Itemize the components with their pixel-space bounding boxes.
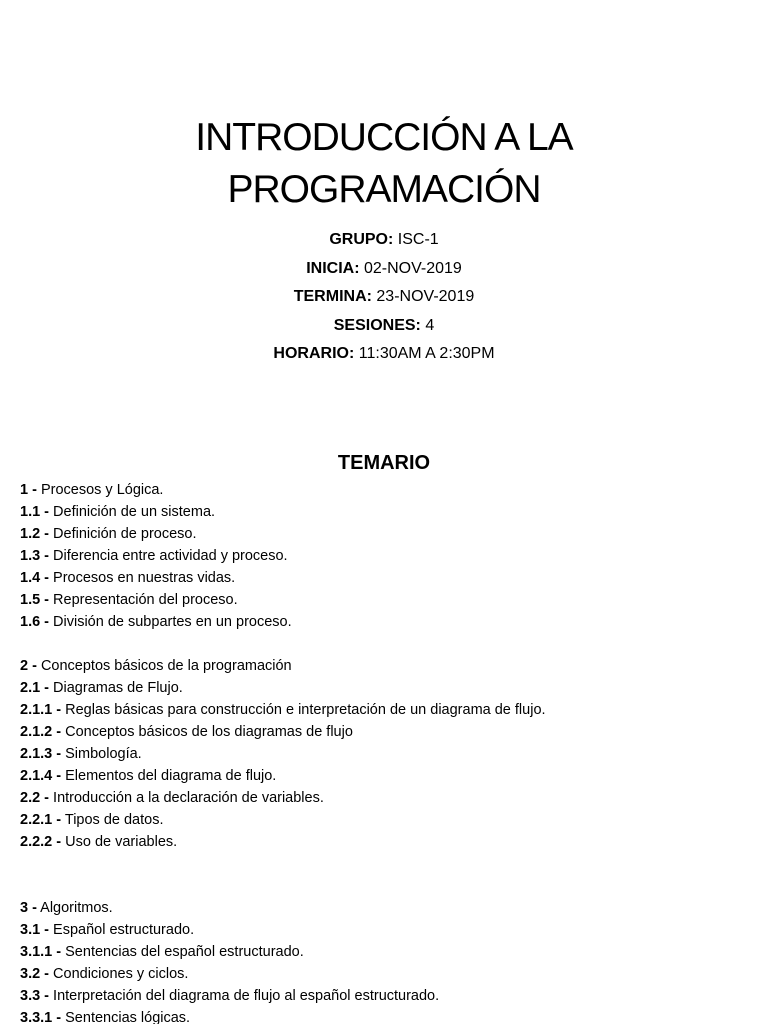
list-item: 3.2 - Condiciones y ciclos. [20, 966, 189, 982]
section-gap [20, 633, 760, 655]
list-item: 2.2 - Introducción a la declaración de variables. [20, 790, 324, 806]
meta-end: TERMINA: 23-NOV-2019 [293, 288, 475, 306]
list-item: 2.2.1 - Tipos de datos. [20, 812, 164, 828]
meta-start: INICIA: 02-NOV-2019 [306, 259, 462, 277]
meta-group: GRUPO: ISC-1 [329, 231, 439, 248]
list-item: 2.1 - Diagramas de Flujo. [20, 680, 183, 696]
list-item: 2.1.4 - Elementos del diagrama de flujo. [20, 768, 277, 784]
list-item: 1.6 - División de subpartes en un proceso. [20, 614, 292, 630]
list-item: 1.1 - Definición de un sistema. [20, 504, 216, 520]
list-item: 2.1.2 - Conceptos básicos de los diagramas de flujo [20, 724, 353, 740]
list-item: 3.3 - Interpretación del diagrama de flujo al español estructurado. [20, 988, 440, 1004]
list-item: 1.3 - Diferencia entre actividad y proceso. [20, 548, 288, 564]
list-item: 3.1 - Español estructurado. [20, 922, 195, 938]
list-item: 3 - Algoritmos. [20, 900, 113, 916]
list-item: 3.3.1 - Sentencias lógicas. [20, 1010, 191, 1024]
list-item: 1.5 - Representación del proceso. [20, 592, 238, 608]
list-item: 2.1.3 - Simbología. [20, 746, 142, 762]
meta-schedule: HORARIO: 11:30AM A 2:30PM [273, 345, 495, 363]
title-line-2: PROGRAMACIÓN [227, 168, 541, 211]
temario-heading: TEMARIO [337, 452, 431, 474]
course-meta [0, 226, 768, 369]
meta-sessions: SESIONES: 4 [333, 316, 435, 334]
list-item: 2.2.2 - Uso de variables. [20, 834, 178, 850]
list-item: 2 - Conceptos básicos de la programación [20, 658, 292, 674]
list-item: 1.4 - Procesos en nuestras vidas. [20, 570, 236, 586]
document-title [0, 112, 768, 216]
list-item: 3.1.1 - Sentencias del español estructurado. [20, 944, 304, 960]
list-item: 1.2 - Definición de proceso. [20, 526, 197, 542]
title-line-1: INTRODUCCIÓN A LA [195, 116, 573, 159]
list-item: 1 - Procesos y Lógica. [20, 482, 164, 498]
list-item: 2.1.1 - Reglas básicas para construcción e interpretación de un diagrama de flujo. [20, 702, 546, 718]
syllabus-list [20, 479, 760, 1024]
section-gap [20, 853, 760, 897]
